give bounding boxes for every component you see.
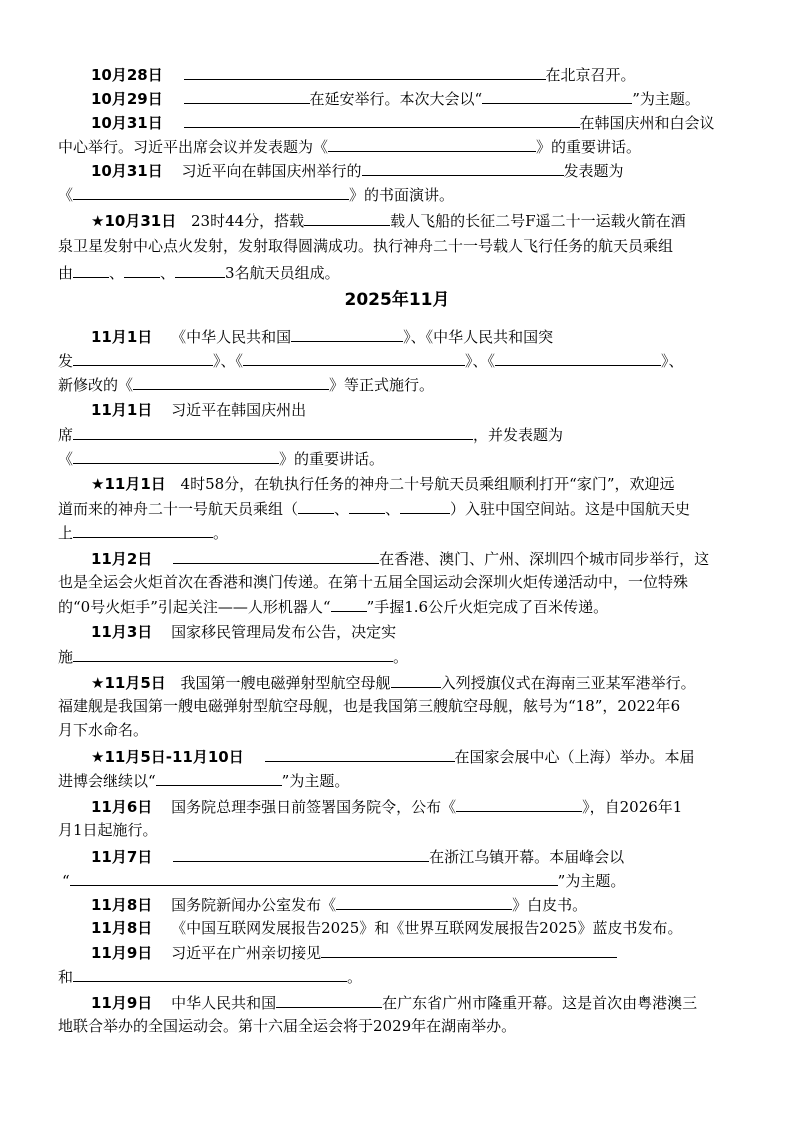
entry-text: 国务院新闻办公室发布《 — [171, 896, 337, 914]
entry-line — [91, 746, 695, 767]
entry-text: 地联合举办的全国运动会。第十六届全运会将于2029年在湖南举办。 — [58, 1017, 517, 1035]
entry-line — [91, 992, 697, 1013]
entry-date: 10月31日 — [104, 212, 177, 230]
fill-blank[interactable] — [304, 210, 390, 226]
entry-line — [58, 236, 673, 256]
entry-text: “ — [62, 872, 70, 890]
entry-line — [58, 720, 148, 740]
entry-text: ”为主题。 — [557, 872, 626, 890]
entry-date: 11月5日-11月10日 — [104, 748, 244, 766]
entry-text: 《 — [58, 450, 74, 468]
entry-text: 月下水命名。 — [58, 721, 149, 739]
entry-line — [91, 400, 306, 420]
fill-blank[interactable] — [243, 350, 465, 366]
entry-text: 习近平在广州亲切接见 — [171, 944, 322, 962]
entry-text: 施 — [58, 648, 74, 666]
star-icon: ★ — [91, 674, 105, 692]
entry-line — [91, 942, 617, 963]
entry-text: 中华人民共和国 — [171, 994, 277, 1012]
fill-blank[interactable] — [456, 796, 582, 812]
entry-line — [91, 894, 587, 915]
entry-text: 新修改的《 — [58, 376, 134, 394]
entry-line — [91, 210, 686, 231]
entry-text: 席 — [58, 426, 74, 444]
entry-line — [58, 596, 608, 617]
entry-text: 》、《 — [213, 352, 244, 370]
entry-text: 。 — [347, 968, 363, 986]
entry-date: 11月1日 — [91, 328, 153, 346]
fill-blank[interactable] — [276, 992, 382, 1008]
entry-line — [58, 696, 680, 716]
fill-blank[interactable] — [349, 498, 385, 514]
entry-text: 》，自2026年1 — [582, 798, 683, 816]
entry-text: ”手握1.6公斤火炬完成了百米传递。 — [366, 598, 609, 616]
entry-text: 载人飞船的长征二号F遥二十一运载火箭在酒 — [390, 212, 686, 230]
entry-line — [58, 498, 690, 519]
entry-text: 、 — [109, 264, 125, 282]
fill-blank[interactable] — [184, 88, 310, 104]
entry-text: 在香港、澳门、广州、深圳四个城市同步举行，这 — [379, 550, 710, 568]
entry-date: 11月2日 — [91, 550, 153, 568]
entry-text: 、 — [385, 500, 401, 518]
entry-date: 10月29日 — [91, 90, 163, 108]
entry-text: 的“0号火炬手”引起关注——人形机器人“ — [58, 598, 331, 616]
entry-line — [91, 160, 624, 181]
entry-line — [91, 548, 709, 569]
entry-text: 。 — [393, 648, 409, 666]
fill-blank[interactable] — [173, 846, 429, 862]
star-icon: ★ — [91, 212, 105, 230]
entry-line — [58, 572, 688, 592]
fill-blank[interactable] — [495, 350, 661, 366]
entry-text: 《 — [58, 186, 74, 204]
fill-blank[interactable] — [73, 646, 393, 662]
fill-blank[interactable] — [70, 870, 558, 886]
fill-blank[interactable] — [73, 184, 349, 200]
entry-date: 10月28日 — [91, 66, 163, 84]
entry-line — [62, 870, 625, 891]
fill-blank[interactable] — [482, 88, 632, 104]
entry-text: 习近平在韩国庆州出 — [171, 401, 307, 419]
entry-line — [91, 622, 396, 642]
entry-text: 在延安举行。本次大会以“ — [309, 90, 483, 108]
entry-text: 泉卫星发射中心点火发射，发射取得圆满成功。执行神舟二十一号载人飞行任务的航天员乘组 — [58, 237, 674, 255]
fill-blank[interactable] — [265, 746, 455, 762]
fill-blank[interactable] — [73, 522, 213, 538]
entry-line — [91, 918, 682, 938]
entry-text: ”为主题。 — [632, 90, 700, 108]
entry-line — [58, 424, 563, 445]
entry-text: 《中华人民共和国 — [171, 328, 292, 346]
entry-text: 由 — [58, 264, 74, 282]
fill-blank[interactable] — [336, 894, 512, 910]
entry-line — [91, 88, 700, 109]
entry-date: 11月9日 — [91, 944, 153, 962]
star-icon: ★ — [91, 748, 105, 766]
fill-blank[interactable] — [133, 374, 329, 390]
entry-line — [91, 112, 715, 133]
entry-text: 在国家会展中心（上海）举办。本届 — [454, 748, 695, 766]
entry-date: 11月9日 — [91, 994, 153, 1012]
entry-date: 11月7日 — [91, 848, 153, 866]
entry-text: 中心举行。习近平出席会议并发表题为《 — [58, 138, 329, 156]
entry-line — [58, 448, 384, 469]
entry-date: 10月31日 — [91, 114, 163, 132]
fill-blank[interactable] — [124, 262, 160, 278]
entry-text: 在浙江乌镇开幕。本届峰会以 — [429, 848, 625, 866]
entry-date: 11月1日 — [91, 401, 153, 419]
entry-line — [58, 184, 454, 205]
fill-blank[interactable] — [73, 966, 347, 982]
entry-text: 23时44分，搭载 — [190, 212, 305, 230]
fill-blank[interactable] — [184, 64, 546, 80]
entry-date: 11月5日 — [104, 674, 166, 692]
entry-text: 国家移民管理局发布公告，决定实 — [171, 623, 397, 641]
entry-line — [58, 1016, 516, 1036]
entry-text: ）入驻中国空间站。这是中国航天史 — [450, 500, 691, 518]
entry-text: 发 — [58, 352, 74, 370]
entry-line — [58, 820, 158, 840]
entry-text: 发表题为 — [563, 162, 624, 180]
fill-blank[interactable] — [291, 326, 403, 342]
entry-text: 》、 — [661, 352, 684, 370]
entry-line — [91, 474, 675, 494]
fill-blank[interactable] — [73, 448, 279, 464]
fill-blank[interactable] — [73, 262, 109, 278]
entry-text: 、 — [160, 264, 176, 282]
entry-text: 福建舰是我国第一艘电磁弹射型航空母舰，也是我国第三艘航空母舰，舷号为“18”，2022年6 — [58, 697, 681, 715]
entry-text: 进博会继续以“ — [58, 772, 156, 790]
entry-line — [58, 136, 641, 157]
entry-date: 10月31日 — [91, 162, 163, 180]
entry-date: 11月8日 — [91, 896, 153, 914]
entry-line — [58, 966, 362, 987]
entry-text: ”为主题。 — [281, 772, 350, 790]
fill-blank[interactable] — [362, 160, 564, 176]
star-icon: ★ — [91, 475, 105, 493]
fill-blank[interactable] — [73, 350, 213, 366]
entry-text: ，并发表题为 — [473, 426, 564, 444]
entry-text: 》白皮书。 — [512, 896, 588, 914]
entry-date: 11月8日 — [91, 919, 153, 937]
entry-text: 。 — [213, 524, 229, 542]
entry-date: 11月3日 — [91, 623, 153, 641]
month-heading: 2025年11月 — [344, 290, 450, 310]
entry-line — [58, 522, 228, 543]
entry-line — [91, 672, 696, 693]
entry-date: 11月6日 — [91, 798, 153, 816]
entry-text: 》等正式施行。 — [329, 376, 435, 394]
fill-blank[interactable] — [391, 672, 441, 688]
entry-text: 在韩国庆州和白会议 — [579, 114, 715, 132]
entry-text: 》、《 — [465, 352, 496, 370]
entry-text: 国务院总理李强日前签署国务院令，公布《 — [171, 798, 457, 816]
entry-text: 月1日起施行。 — [58, 821, 158, 839]
fill-blank[interactable] — [175, 262, 225, 278]
entry-text: 上 — [58, 524, 74, 542]
entry-text: 我国第一艘电磁弹射型航空母舰 — [180, 674, 391, 692]
entry-line — [58, 350, 684, 371]
entry-text: 3名航天员组成。 — [225, 264, 340, 282]
fill-blank[interactable] — [331, 596, 367, 612]
entry-text: 入列授旗仪式在海南三亚某军港举行。 — [440, 674, 696, 692]
fill-blank[interactable] — [321, 942, 617, 958]
entry-text: 》的重要讲话。 — [279, 450, 385, 468]
entry-line — [91, 796, 682, 817]
entry-text: 也是全运会火炬首次在香港和澳门传递。在第十五届全国运动会深圳火炬传递活动中，一位特殊 — [58, 573, 689, 591]
entry-text: 》的重要讲话。 — [536, 138, 642, 156]
entry-text: 和 — [58, 968, 74, 986]
entry-line — [58, 262, 340, 283]
fill-blank[interactable] — [328, 136, 536, 152]
entry-text: 在广东省广州市隆重开幕。这是首次由粤港澳三 — [382, 994, 698, 1012]
entry-line — [58, 374, 434, 395]
entry-text: 在北京召开。 — [545, 66, 636, 84]
entry-text: 、 — [334, 500, 350, 518]
fill-blank[interactable] — [156, 770, 282, 786]
fill-blank[interactable] — [73, 424, 473, 440]
entry-text: 》、《中华人民共和国突 — [403, 328, 554, 346]
entry-text: 4时58分，在轨执行任务的神舟二十号航天员乘组顺利打开“家门”，欢迎远 — [180, 475, 675, 493]
entry-line — [91, 64, 636, 85]
entry-text: 道而来的神舟二十一号航天员乘组（ — [58, 500, 299, 518]
entry-text: 》的书面演讲。 — [349, 186, 455, 204]
entry-line — [58, 770, 349, 791]
entry-line — [91, 846, 624, 867]
entry-text: 习近平向在韩国庆州举行的 — [181, 162, 362, 180]
fill-blank[interactable] — [298, 498, 334, 514]
entry-date: 11月1日 — [104, 475, 166, 493]
fill-blank[interactable] — [184, 112, 580, 128]
fill-blank[interactable] — [173, 548, 379, 564]
fill-blank[interactable] — [400, 498, 450, 514]
entry-text: 《中国互联网发展报告2025》和《世界互联网发展报告2025》蓝皮书发布。 — [171, 919, 683, 937]
entry-line — [91, 326, 553, 347]
entry-line — [58, 646, 408, 667]
